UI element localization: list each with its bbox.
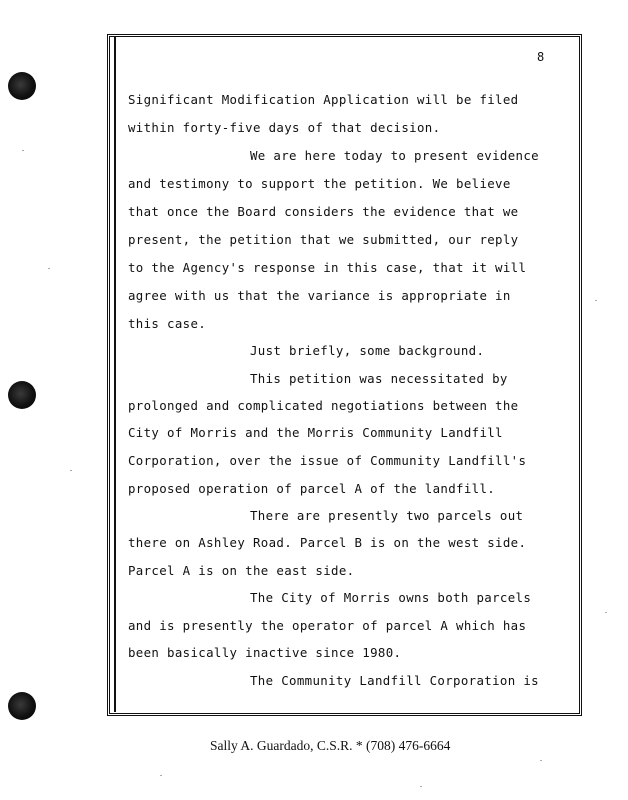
transcript-line: and testimony to support the petition. We believe [128,176,511,191]
transcript-line: there on Ashley Road. Parcel B is on the west side. [128,535,527,550]
transcript-line: within forty-five days of that decision. [128,120,441,135]
transcript-line: Significant Modification Application will be filed [128,92,519,107]
transcript-line: Just briefly, some background. [250,343,485,358]
transcript-line: present, the petition that we submitted, our reply [128,232,519,247]
transcript-line: been basically inactive since 1980. [128,645,402,660]
transcript-line: Corporation, over the issue of Community Landfill's [128,453,527,468]
page-number: 8 [537,50,545,64]
scan-speck [420,786,422,787]
binder-hole-top [8,72,36,100]
transcript-line: this case. [128,316,207,331]
scan-speck [22,150,24,151]
transcript-line: The City of Morris owns both parcels [250,590,532,605]
scan-speck [160,775,162,776]
transcript-line: that once the Board considers the evidence that we [128,204,519,219]
transcript-line: prolonged and complicated negotiations between the [128,398,519,413]
scan-speck [595,300,597,301]
transcript-line: We are here today to present evidence [250,148,539,163]
transcript-line: agree with us that the variance is appropriate in [128,288,511,303]
transcript-line: to the Agency's response in this case, that it will [128,260,527,275]
scan-speck [48,268,50,269]
transcript-line: proposed operation of parcel A of the landfill. [128,481,496,496]
binder-hole-bottom [8,692,36,720]
transcript-line: and is presently the operator of parcel A which has [128,618,527,633]
transcript-line: This petition was necessitated by [250,371,508,386]
transcript-line: Parcel A is on the east side. [128,563,355,578]
left-margin-rule [114,36,116,712]
scan-speck [70,470,72,471]
scan-speck [605,612,607,613]
scan-speck [540,760,542,761]
transcript-line: The Community Landfill Corporation is [250,673,539,688]
transcript-line: There are presently two parcels out [250,508,524,523]
reporter-footer: Sally A. Guardado, C.S.R. * (708) 476-6664 [210,738,451,753]
binder-hole-middle [8,381,36,409]
transcript-line: City of Morris and the Morris Community Landfill [128,425,503,440]
